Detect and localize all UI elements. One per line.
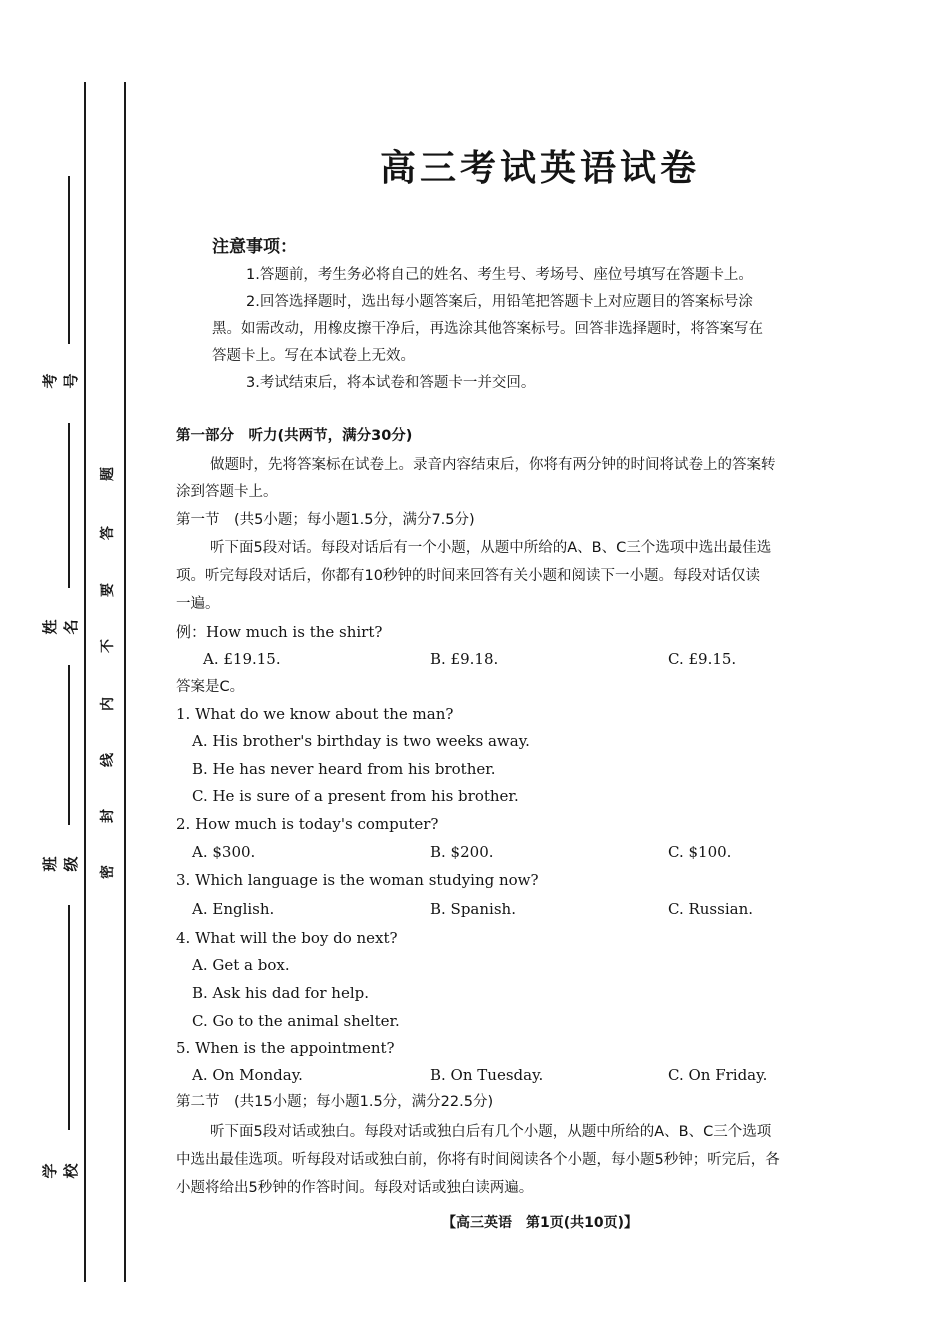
answer-option: B. He has never heard from his brother. — [192, 760, 496, 778]
seal-char: 答 — [100, 526, 116, 540]
section1-heading: 第一节 (共5小题；每小题1.5分，满分7.5分) — [176, 512, 475, 528]
part1-heading: 第一部分 听力(共两节，满分30分) — [176, 428, 413, 444]
notice-line: 答题卡上。写在本试卷上无效。 — [212, 348, 415, 364]
example-question: 例：How much is the shirt? — [176, 623, 383, 641]
binding-line-inner — [124, 82, 126, 1282]
answer-option: A. His brother's birthday is two weeks away. — [192, 732, 530, 750]
answer-option: B. Ask his dad for help. — [192, 984, 370, 1002]
answer-option: B. Spanish. — [430, 900, 516, 918]
section2-heading: 第二节 (共15小题；每小题1.5分，满分22.5分) — [176, 1094, 494, 1110]
notice-line: 黑。如需改动，用橡皮擦干净后，再选涂其他答案标号。回答非选择题时，将答案写在 — [212, 321, 763, 337]
example-answer: 答案是C。 — [176, 679, 245, 695]
seal-char: 内 — [100, 697, 116, 711]
seal-char: 密 — [100, 865, 116, 879]
notice-heading: 注意事项： — [212, 237, 297, 257]
notice-line: 3.考试结束后，将本试卷和答题卡一并交回。 — [246, 375, 536, 391]
section1-intro-line: 一遍。 — [176, 596, 220, 612]
seal-char: 题 — [100, 467, 116, 481]
page-title: 高三考试英语试卷 — [379, 148, 700, 189]
field-label-exam-number: 考号 — [41, 373, 80, 389]
field-label-school: 学校 — [41, 1163, 80, 1179]
binding-line-outer — [84, 82, 86, 1282]
answer-option: A. On Monday. — [192, 1066, 303, 1084]
answer-option: B. $200. — [430, 843, 494, 861]
section2-intro-line: 小题将给出5秒钟的作答时间。每段对话或独白读两遍。 — [176, 1180, 534, 1196]
field-line-name[interactable] — [68, 423, 70, 588]
field-line-exam-number[interactable] — [68, 176, 70, 344]
seal-char: 要 — [100, 583, 116, 597]
question-text: 4. What will the boy do next? — [176, 929, 398, 947]
notice-line: 2.回答选择题时，选出每小题答案后，用铅笔把答题卡上对应题目的答案标号涂 — [246, 294, 753, 310]
answer-option: C. $100. — [668, 843, 732, 861]
question-text: 5. When is the appointment? — [176, 1039, 395, 1057]
part1-intro-line: 涂到答题卡上。 — [176, 484, 278, 500]
answer-option: A. $300. — [192, 843, 256, 861]
seal-char: 封 — [100, 809, 116, 823]
seal-char: 线 — [100, 753, 116, 767]
section2-intro-line: 听下面5段对话或独白。每段对话或独白后有几个小题，从题中所给的A、B、C三个选项 — [210, 1124, 772, 1140]
page-footer: 【高三英语 第1页(共10页)】 — [441, 1215, 639, 1231]
seal-char: 不 — [100, 639, 116, 653]
answer-option: A. Get a box. — [192, 956, 290, 974]
section1-intro-line: 项。听完每段对话后，你都有10秒钟的时间来回答有关小题和阅读下一小题。每段对话仅读 — [176, 568, 760, 584]
example-option: C. £9.15. — [668, 650, 737, 668]
example-option: B. £9.18. — [430, 650, 499, 668]
field-label-class: 班级 — [41, 856, 80, 872]
answer-option: C. On Friday. — [668, 1066, 768, 1084]
example-option: A. £19.15. — [203, 650, 281, 668]
answer-option: C. He is sure of a present from his brother. — [192, 787, 519, 805]
field-label-name: 姓名 — [41, 619, 80, 635]
question-text: 3. Which language is the woman studying now? — [176, 871, 539, 889]
answer-option: B. On Tuesday. — [430, 1066, 544, 1084]
field-line-class[interactable] — [68, 665, 70, 825]
section1-intro-line: 听下面5段对话。每段对话后有一个小题，从题中所给的A、B、C三个选项中选出最佳选 — [210, 540, 772, 556]
section2-intro-line: 中选出最佳选项。听每段对话或独白前，你将有时间阅读各个小题，每小题5秒钟；听完后，各 — [176, 1152, 780, 1168]
part1-intro-line: 做题时，先将答案标在试卷上。录音内容结束后，你将有两分钟的时间将试卷上的答案转 — [210, 457, 776, 473]
answer-option: A. English. — [192, 900, 275, 918]
question-text: 1. What do we know about the man? — [176, 705, 454, 723]
answer-option: C. Russian. — [668, 900, 753, 918]
answer-option: C. Go to the animal shelter. — [192, 1012, 400, 1030]
field-line-school[interactable] — [68, 905, 70, 1130]
notice-line: 1.答题前，考生务必将自己的姓名、考生号、考场号、座位号填写在答题卡上。 — [246, 267, 753, 283]
question-text: 2. How much is today's computer? — [176, 815, 439, 833]
